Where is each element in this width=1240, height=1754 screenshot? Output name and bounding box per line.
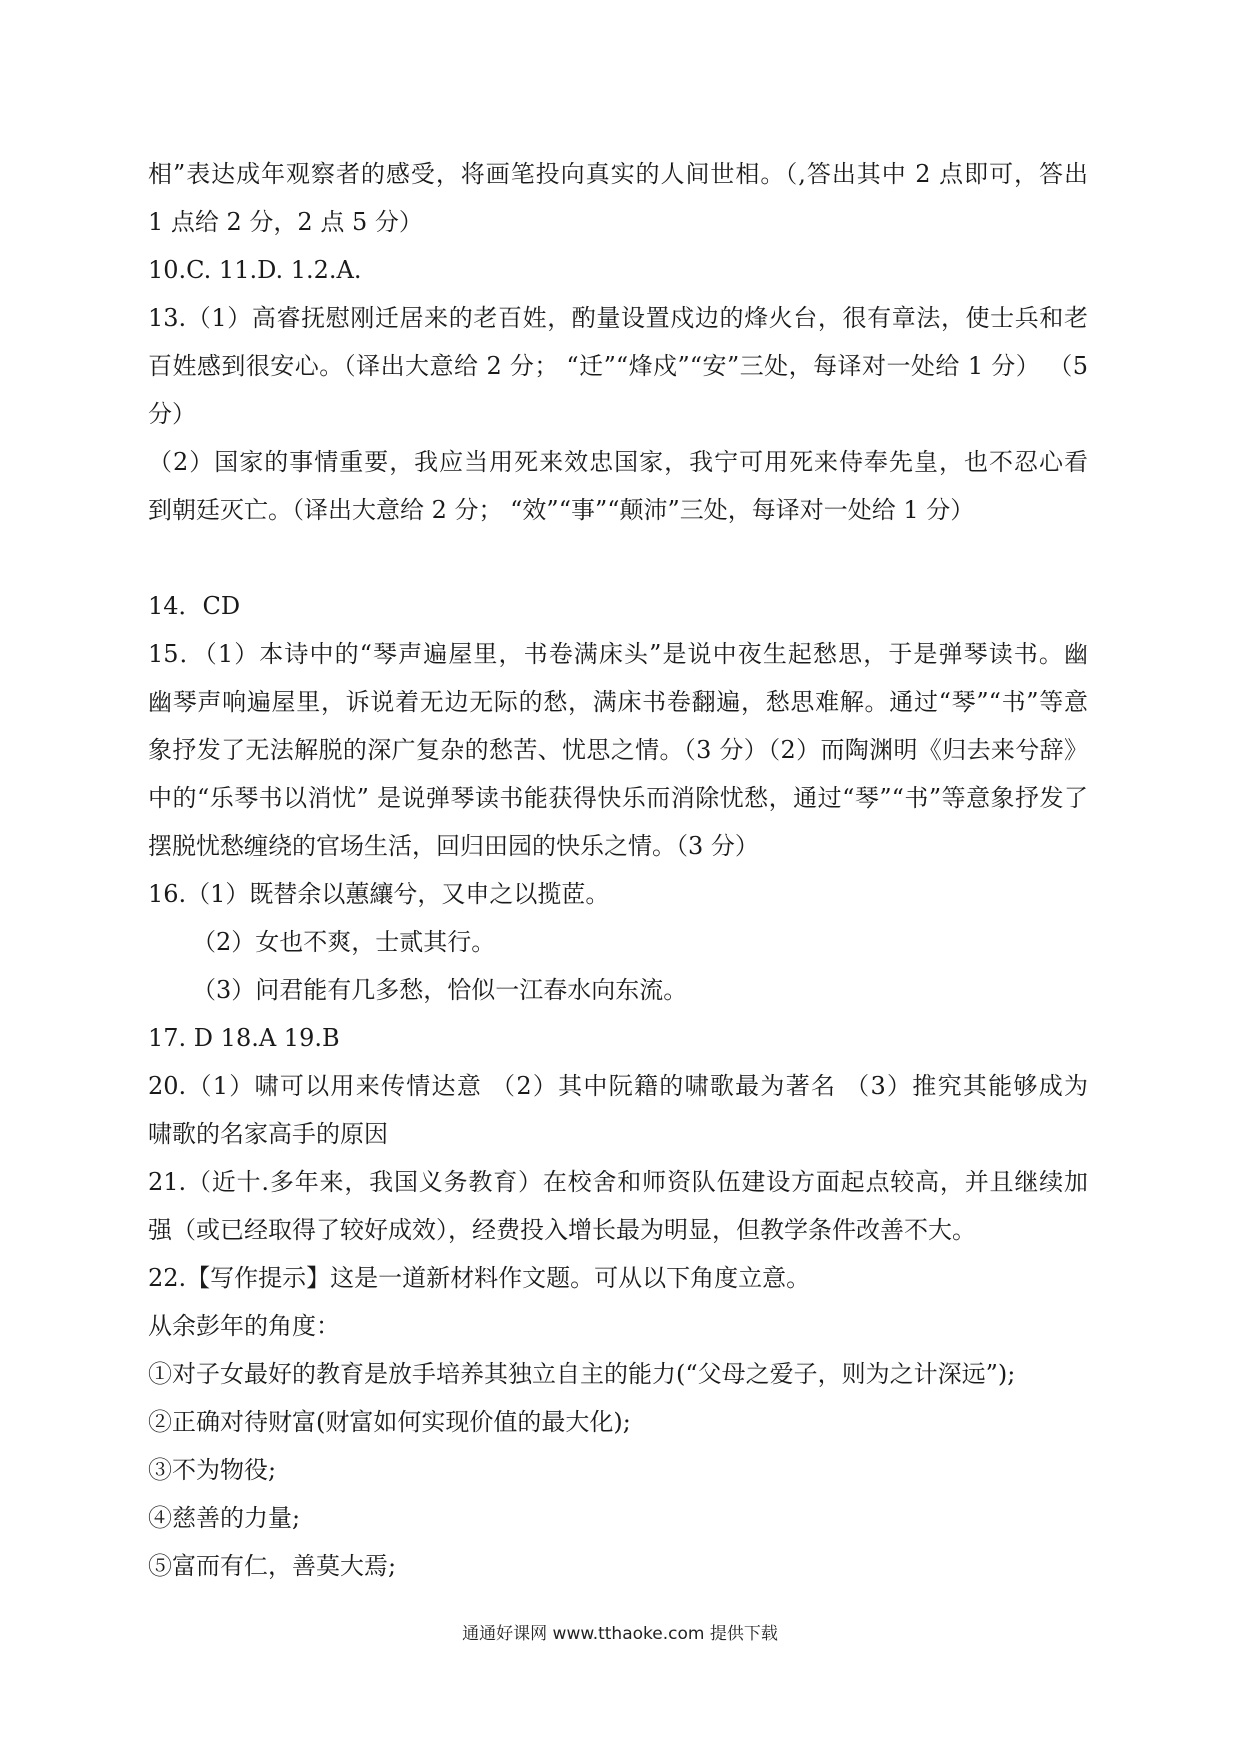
text-line: ④慈善的力量; bbox=[148, 1504, 301, 1532]
text-line: 16.（1）既替余以蕙纕兮，又申之以揽茝。 bbox=[148, 880, 610, 908]
text-line: 象抒发了无法解脱的深广复杂的愁苦、忧思之情。（3 分）（2）而陶渊明《归去来兮辞》 bbox=[148, 736, 1088, 764]
text-line: 17. D 18.A 19.B bbox=[148, 1024, 340, 1052]
text-line: 啸歌的名家高手的原因 bbox=[148, 1120, 388, 1148]
text-line: ②正确对待财富(财富如何实现价值的最大化); bbox=[148, 1408, 631, 1436]
text-line: （2）国家的事情重要，我应当用死来效忠国家，我宁可用死来侍奉先皇，也不忍心看 bbox=[148, 448, 1088, 476]
text-line: 摆脱忧愁缠绕的官场生活，回归田园的快乐之情。（3 分） bbox=[148, 832, 759, 860]
text-line: ③不为物役; bbox=[148, 1456, 277, 1484]
text-line: 中的“乐琴书以消忧” 是说弹琴读书能获得快乐而消除忧愁，通过“琴”“书”等意象抒发了 bbox=[148, 784, 1088, 812]
text-line: 相”表达成年观察者的感受，将画笔投向真实的人间世相。（,答出其中 2 点即可，答出 bbox=[148, 160, 1088, 188]
text-line: 幽琴声响遍屋里，诉说着无边无际的愁，满床书卷翻遍，愁思难解。通过“琴”“书”等意 bbox=[148, 688, 1088, 716]
text-line: 强（或已经取得了较好成效），经费投入增长最为明显，但教学条件改善不大。 bbox=[148, 1216, 976, 1244]
text-line: 1 点给 2 分，2 点 5 分） bbox=[148, 208, 423, 236]
answer-key-body bbox=[148, 150, 1088, 1590]
text-line: 分） bbox=[148, 400, 196, 428]
spacer bbox=[148, 534, 1088, 582]
text-line: 百姓感到很安心。（译出大意给 2 分； “迁”“烽戍”“安”三处，每译对一处给 1 分） （5 bbox=[148, 352, 1088, 380]
text-line: 13.（1）高睿抚慰刚迁居来的老百姓，酌量设置戍边的烽火台，很有章法，使士兵和老 bbox=[148, 304, 1088, 332]
text-line: （3）问君能有几多愁，恰似一江春水向东流。 bbox=[192, 976, 688, 1004]
text-line: （2）女也不爽，士贰其行。 bbox=[192, 928, 496, 956]
page-footer: 通通好课网 www.tthaoke.com 提供下载 bbox=[462, 1624, 778, 1644]
text-line: ⑤富而有仁，善莫大焉; bbox=[148, 1552, 397, 1580]
text-line: 15．（1）本诗中的“琴声遍屋里，书卷满床头”是说中夜生起愁思，于是弹琴读书。幽 bbox=[148, 640, 1088, 668]
text-line: 从余彭年的角度： bbox=[148, 1312, 340, 1340]
text-line: 14．CD bbox=[148, 592, 241, 620]
text-line: 22.【写作提示】这是一道新材料作文题。可从以下角度立意。 bbox=[148, 1264, 811, 1292]
text-line: ①对子女最好的教育是放手培养其独立自主的能力(“父母之爱子，则为之计深远”); bbox=[148, 1360, 1016, 1388]
text-line: 10.C. 11.D. 1.2.A. bbox=[148, 256, 362, 284]
text-line: 20.（1）啸可以用来传情达意 （2）其中阮籍的啸歌最为著名 （3）推究其能够成为 bbox=[148, 1072, 1088, 1100]
text-line: 21.（近十.多年来，我国义务教育）在校舍和师资队伍建设方面起点较高，并且继续加 bbox=[148, 1168, 1088, 1196]
text-line: 到朝廷灭亡。（译出大意给 2 分； “效”“事”“颠沛”三处，每译对一处给 1 分） bbox=[148, 496, 975, 524]
